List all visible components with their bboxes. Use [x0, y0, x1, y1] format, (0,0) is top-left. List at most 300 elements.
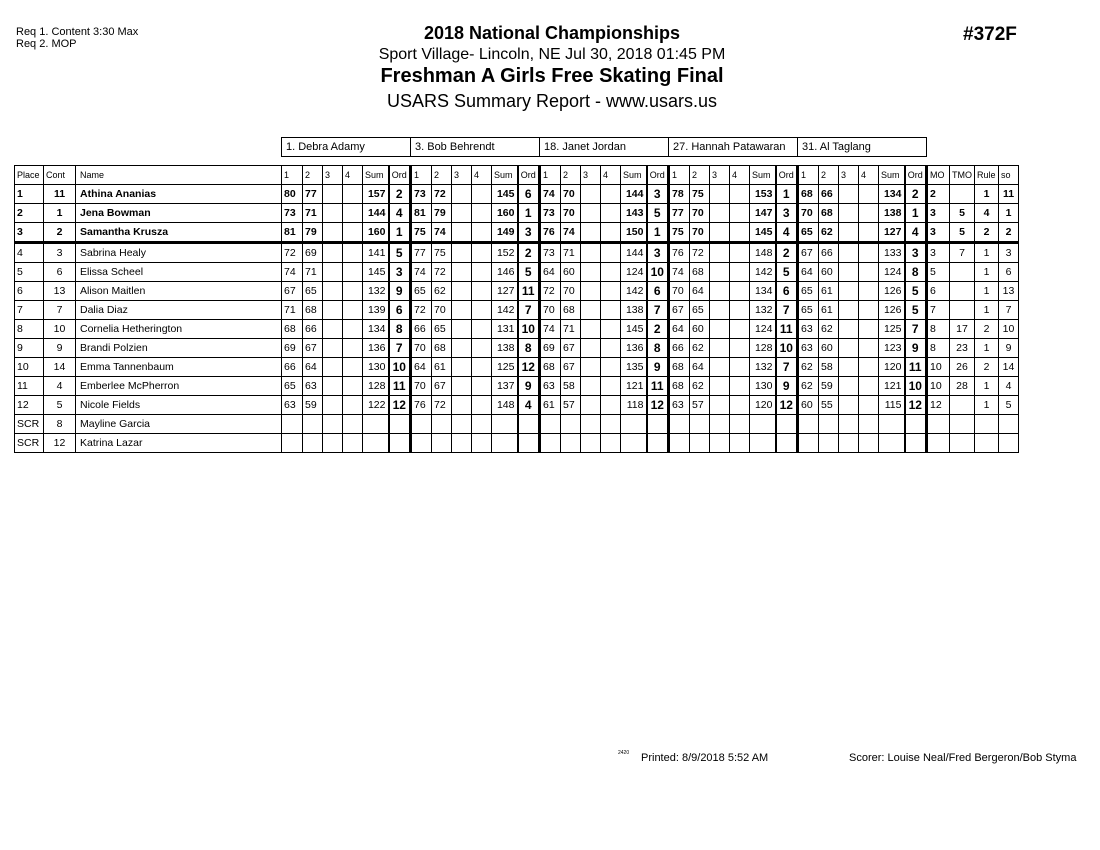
- judge-mark-cell: [859, 185, 879, 204]
- judge-ordinal-cell: [647, 415, 669, 434]
- so-cell: 10: [999, 320, 1019, 339]
- judge-mark-cell: 60: [561, 263, 581, 282]
- judge-mark-cell: [581, 204, 601, 223]
- judge-ordinal-cell: [905, 434, 927, 453]
- judge-mark-cell: 70: [540, 301, 561, 320]
- rule-cell: 1: [975, 263, 999, 282]
- col-judge-3-mark-3: 3: [581, 166, 601, 185]
- judge-mark-cell: 74: [669, 263, 690, 282]
- judge-mark-cell: [690, 415, 710, 434]
- judge-ordinal-cell: 10: [776, 339, 798, 358]
- mo-cell: 10: [927, 358, 950, 377]
- judge-mark-cell: [323, 223, 343, 243]
- judge-sum-cell: 141: [363, 243, 389, 263]
- judge-sum-cell: 134: [363, 320, 389, 339]
- judge-mark-cell: [452, 434, 472, 453]
- judge-sum-cell: 142: [621, 282, 647, 301]
- judge-mark-cell: [581, 185, 601, 204]
- judge-mark-cell: [343, 301, 363, 320]
- judge-sum-cell: 121: [879, 377, 905, 396]
- judge-mark-cell: 78: [669, 185, 690, 204]
- so-cell: 4: [999, 377, 1019, 396]
- judge-mark-cell: [730, 396, 750, 415]
- table-row: [15, 415, 1019, 434]
- judge-mark-cell: [343, 263, 363, 282]
- judge-mark-cell: [730, 204, 750, 223]
- judge-mark-cell: [859, 204, 879, 223]
- place-cell: 4: [15, 243, 44, 263]
- skater-name: Katrina Lazar: [76, 434, 282, 453]
- judge-ordinal-cell: 3: [647, 243, 669, 263]
- judge-sum-cell: [363, 434, 389, 453]
- so-cell: 6: [999, 263, 1019, 282]
- judge-mark-cell: [581, 377, 601, 396]
- judge-mark-cell: [839, 415, 859, 434]
- judge-mark-cell: [730, 377, 750, 396]
- judge-sum-cell: [363, 415, 389, 434]
- judge-sum-cell: [879, 415, 905, 434]
- judge-mark-cell: [601, 415, 621, 434]
- so-cell: 2: [999, 223, 1019, 243]
- cont-cell: 4: [44, 377, 76, 396]
- col-rule: Rule: [975, 166, 999, 185]
- judge-ordinal-cell: [389, 415, 411, 434]
- col-judge-3-mark-1: 1: [540, 166, 561, 185]
- tmo-cell: 5: [950, 204, 975, 223]
- judge-ordinal-cell: 12: [776, 396, 798, 415]
- judge-mark-cell: [323, 377, 343, 396]
- col-judge-5-ord: Ord: [905, 166, 927, 185]
- judge-mark-cell: [323, 204, 343, 223]
- judge-mark-cell: [839, 282, 859, 301]
- cont-cell: 12: [44, 434, 76, 453]
- col-judge-3-ord: Ord: [647, 166, 669, 185]
- place-cell: 11: [15, 377, 44, 396]
- judge-ordinal-cell: 7: [647, 301, 669, 320]
- judge-ordinal-cell: 11: [905, 358, 927, 377]
- judge-mark-cell: [472, 243, 492, 263]
- judge-mark-cell: [581, 243, 601, 263]
- tmo-cell: [950, 282, 975, 301]
- col-judge-1-mark-3: 3: [323, 166, 343, 185]
- judge-mark-cell: [859, 223, 879, 243]
- judge-mark-cell: 71: [303, 204, 323, 223]
- judge-mark-cell: [859, 243, 879, 263]
- judge-ordinal-cell: 4: [518, 396, 540, 415]
- judge-mark-cell: 63: [798, 320, 819, 339]
- col-judge-4-sum: Sum: [750, 166, 776, 185]
- rule-cell: 1: [975, 396, 999, 415]
- judge-mark-cell: 66: [669, 339, 690, 358]
- judge-mark-cell: [323, 434, 343, 453]
- judge-mark-cell: 79: [432, 204, 452, 223]
- judge-mark-cell: 65: [303, 282, 323, 301]
- judge-sum-cell: 157: [363, 185, 389, 204]
- cont-cell: 7: [44, 301, 76, 320]
- judge-mark-cell: 74: [411, 263, 432, 282]
- judge-sum-cell: 130: [750, 377, 776, 396]
- judge-ordinal-cell: 1: [518, 204, 540, 223]
- table-row: [15, 301, 1019, 320]
- rule-cell: 1: [975, 377, 999, 396]
- judge-1: 1. Debra Adamy: [282, 138, 411, 157]
- judge-mark-cell: [859, 263, 879, 282]
- so-cell: 11: [999, 185, 1019, 204]
- judge-mark-cell: 70: [690, 204, 710, 223]
- col-judge-4-mark-3: 3: [710, 166, 730, 185]
- rule-cell: [975, 434, 999, 453]
- judge-mark-cell: [601, 377, 621, 396]
- judge-mark-cell: [581, 358, 601, 377]
- judge-sum-cell: 123: [879, 339, 905, 358]
- so-cell: 1: [999, 204, 1019, 223]
- event-title: Freshman A Girls Free Skating Final: [380, 65, 724, 87]
- so-cell: 14: [999, 358, 1019, 377]
- judge-mark-cell: 65: [798, 282, 819, 301]
- judge-mark-cell: [730, 434, 750, 453]
- judge-mark-cell: [343, 339, 363, 358]
- col-judge-5-mark-4: 4: [859, 166, 879, 185]
- judge-mark-cell: [601, 434, 621, 453]
- judge-4: 27. Hannah Patawaran: [669, 138, 798, 157]
- judge-ordinal-cell: 12: [647, 396, 669, 415]
- judge-mark-cell: 62: [819, 223, 839, 243]
- judge-mark-cell: [581, 396, 601, 415]
- judge-mark-cell: [710, 185, 730, 204]
- judge-mark-cell: [601, 204, 621, 223]
- tmo-cell: 17: [950, 320, 975, 339]
- judge-mark-cell: [472, 320, 492, 339]
- judge-mark-cell: [452, 223, 472, 243]
- judge-mark-cell: 71: [303, 263, 323, 282]
- judge-mark-cell: 74: [540, 185, 561, 204]
- judge-sum-cell: [879, 434, 905, 453]
- judge-mark-cell: [730, 223, 750, 243]
- judge-sum-cell: 132: [750, 358, 776, 377]
- judge-sum-cell: 124: [621, 263, 647, 282]
- judge-mark-cell: [839, 396, 859, 415]
- judge-sum-cell: 127: [879, 223, 905, 243]
- col-judge-2-sum: Sum: [492, 166, 518, 185]
- so-cell: 5: [999, 396, 1019, 415]
- judge-mark-cell: 81: [411, 204, 432, 223]
- judge-ordinal-cell: 9: [647, 358, 669, 377]
- col-judge-2-mark-2: 2: [432, 166, 452, 185]
- col-judge-2-mark-4: 4: [472, 166, 492, 185]
- judge-mark-cell: [323, 282, 343, 301]
- judge-ordinal-cell: 10: [518, 320, 540, 339]
- judge-mark-cell: 81: [282, 223, 303, 243]
- judge-sum-cell: 128: [363, 377, 389, 396]
- judge-mark-cell: [710, 415, 730, 434]
- col-judge-4-mark-4: 4: [730, 166, 750, 185]
- judge-ordinal-cell: 3: [518, 223, 540, 243]
- judge-sum-cell: [621, 434, 647, 453]
- judge-ordinal-cell: 2: [647, 320, 669, 339]
- judge-sum-cell: 153: [750, 185, 776, 204]
- judge-ordinal-cell: 8: [389, 320, 411, 339]
- judge-mark-cell: [710, 223, 730, 243]
- judge-sum-cell: 127: [492, 282, 518, 301]
- judge-mark-cell: 72: [432, 396, 452, 415]
- judge-mark-cell: 72: [282, 243, 303, 263]
- judge-mark-cell: 65: [282, 377, 303, 396]
- judge-mark-cell: [839, 301, 859, 320]
- judge-sum-cell: 133: [879, 243, 905, 263]
- col-judge-5-sum: Sum: [879, 166, 905, 185]
- judge-mark-cell: [303, 434, 323, 453]
- judge-ordinal-cell: 5: [647, 204, 669, 223]
- judge-sum-cell: 132: [750, 301, 776, 320]
- judge-mark-cell: [839, 263, 859, 282]
- judge-mark-cell: [411, 415, 432, 434]
- location-date: Sport Village- Lincoln, NE Jul 30, 2018 01:45 PM: [378, 46, 726, 63]
- judge-mark-cell: 69: [303, 243, 323, 263]
- judge-mark-cell: 72: [540, 282, 561, 301]
- judge-mark-cell: [730, 282, 750, 301]
- judge-mark-cell: [710, 396, 730, 415]
- tmo-cell: 7: [950, 243, 975, 263]
- judge-mark-cell: 62: [432, 282, 452, 301]
- judge-mark-cell: 61: [432, 358, 452, 377]
- col-name: Name: [76, 166, 282, 185]
- judge-mark-cell: [343, 185, 363, 204]
- judge-mark-cell: 72: [432, 185, 452, 204]
- judge-mark-cell: [282, 415, 303, 434]
- judge-mark-cell: [452, 301, 472, 320]
- mo-cell: 12: [927, 396, 950, 415]
- judge-mark-cell: 71: [561, 243, 581, 263]
- judge-mark-cell: [323, 243, 343, 263]
- judge-sum-cell: 138: [621, 301, 647, 320]
- judge-mark-cell: 72: [690, 243, 710, 263]
- judge-ordinal-cell: 12: [389, 396, 411, 415]
- judge-mark-cell: 61: [819, 282, 839, 301]
- judge-mark-cell: 68: [798, 185, 819, 204]
- judge-mark-cell: 75: [411, 223, 432, 243]
- judge-ordinal-cell: 1: [647, 223, 669, 243]
- judge-mark-cell: 73: [411, 185, 432, 204]
- so-cell: 3: [999, 243, 1019, 263]
- version-number: 2420: [618, 750, 630, 756]
- judge-mark-cell: [561, 415, 581, 434]
- judge-mark-cell: 62: [690, 377, 710, 396]
- judge-sum-cell: 130: [363, 358, 389, 377]
- judge-sum-cell: 124: [750, 320, 776, 339]
- judge-ordinal-cell: [905, 415, 927, 434]
- col-place: Place: [15, 166, 44, 185]
- judge-mark-cell: [343, 434, 363, 453]
- judge-mark-cell: [323, 185, 343, 204]
- judge-sum-cell: [750, 415, 776, 434]
- judge-mark-cell: 62: [819, 320, 839, 339]
- col-judge-2-ord: Ord: [518, 166, 540, 185]
- judge-mark-cell: 64: [411, 358, 432, 377]
- judge-mark-cell: [452, 415, 472, 434]
- judge-mark-cell: 64: [690, 358, 710, 377]
- judge-mark-cell: 58: [819, 358, 839, 377]
- mo-cell: 10: [927, 377, 950, 396]
- judge-sum-cell: 126: [879, 301, 905, 320]
- col-judge-5-mark-3: 3: [839, 166, 859, 185]
- judge-mark-cell: [730, 339, 750, 358]
- tmo-cell: [950, 434, 975, 453]
- judge-sum-cell: 121: [621, 377, 647, 396]
- judge-mark-cell: [540, 434, 561, 453]
- judge-mark-cell: [581, 282, 601, 301]
- judge-mark-cell: 77: [411, 243, 432, 263]
- col-judge-2-mark-3: 3: [452, 166, 472, 185]
- judge-mark-cell: 63: [303, 377, 323, 396]
- judge-ordinal-cell: 4: [389, 204, 411, 223]
- judge-mark-cell: [432, 415, 452, 434]
- judge-sum-cell: 139: [363, 301, 389, 320]
- judge-ordinal-cell: [389, 434, 411, 453]
- judge-mark-cell: 70: [411, 377, 432, 396]
- judge-mark-cell: 75: [690, 185, 710, 204]
- cont-cell: 3: [44, 243, 76, 263]
- judge-mark-cell: 74: [540, 320, 561, 339]
- cont-cell: 10: [44, 320, 76, 339]
- judge-mark-cell: 68: [432, 339, 452, 358]
- judge-ordinal-cell: [518, 434, 540, 453]
- report-title: USARS Summary Report - www.usars.us: [386, 91, 718, 111]
- judge-sum-cell: 138: [492, 339, 518, 358]
- judge-mark-cell: [710, 377, 730, 396]
- mo-cell: 8: [927, 339, 950, 358]
- table-row: [15, 263, 1019, 282]
- event-number: #372F: [963, 24, 1017, 45]
- judge-ordinal-cell: 6: [389, 301, 411, 320]
- judge-mark-cell: [730, 358, 750, 377]
- judge-mark-cell: [839, 434, 859, 453]
- judge-mark-cell: [859, 434, 879, 453]
- judge-ordinal-cell: [776, 415, 798, 434]
- judge-mark-cell: 66: [282, 358, 303, 377]
- skater-name: Athina Ananias: [76, 185, 282, 204]
- judge-ordinal-cell: 9: [518, 377, 540, 396]
- judge-mark-cell: [710, 301, 730, 320]
- judge-mark-cell: 75: [432, 243, 452, 263]
- judge-ordinal-cell: 8: [905, 263, 927, 282]
- judge-mark-cell: 66: [411, 320, 432, 339]
- judge-mark-cell: [601, 223, 621, 243]
- judge-ordinal-cell: 10: [905, 377, 927, 396]
- judge-mark-cell: 76: [411, 396, 432, 415]
- judge-mark-cell: [452, 282, 472, 301]
- judge-mark-cell: 65: [798, 223, 819, 243]
- col-judge-5-mark-2: 2: [819, 166, 839, 185]
- judge-ordinal-cell: 2: [905, 185, 927, 204]
- rule-cell: 1: [975, 185, 999, 204]
- judge-mark-cell: 68: [819, 204, 839, 223]
- judge-mark-cell: 60: [819, 339, 839, 358]
- table-row: [15, 320, 1019, 339]
- skater-name: Alison Maitlen: [76, 282, 282, 301]
- cont-cell: 14: [44, 358, 76, 377]
- place-cell: 12: [15, 396, 44, 415]
- judge-mark-cell: 61: [819, 301, 839, 320]
- judge-mark-cell: [690, 434, 710, 453]
- judge-mark-cell: 76: [540, 223, 561, 243]
- judge-sum-cell: 152: [492, 243, 518, 263]
- judge-mark-cell: [472, 396, 492, 415]
- judge-ordinal-cell: 1: [776, 185, 798, 204]
- table-row: [15, 396, 1019, 415]
- judge-sum-cell: 145: [750, 223, 776, 243]
- skater-name: Samantha Krusza: [76, 223, 282, 243]
- cont-cell: 11: [44, 185, 76, 204]
- judge-ordinal-cell: 6: [518, 185, 540, 204]
- judge-mark-cell: [323, 263, 343, 282]
- judge-sum-cell: [492, 434, 518, 453]
- judge-ordinal-cell: 7: [776, 301, 798, 320]
- judge-mark-cell: [343, 223, 363, 243]
- judge-mark-cell: [452, 339, 472, 358]
- judge-ordinal-cell: 5: [905, 301, 927, 320]
- place-cell: 1: [15, 185, 44, 204]
- place-cell: SCR: [15, 415, 44, 434]
- judge-mark-cell: 64: [540, 263, 561, 282]
- judge-sum-cell: 160: [363, 223, 389, 243]
- cont-cell: 13: [44, 282, 76, 301]
- col-judge-4-mark-2: 2: [690, 166, 710, 185]
- skater-name: Cornelia Hetherington: [76, 320, 282, 339]
- so-cell: 9: [999, 339, 1019, 358]
- judge-ordinal-cell: 12: [905, 396, 927, 415]
- judge-mark-cell: [839, 223, 859, 243]
- judge-mark-cell: [710, 243, 730, 263]
- judge-mark-cell: [323, 358, 343, 377]
- judge-sum-cell: 134: [750, 282, 776, 301]
- table-row: [15, 185, 1019, 204]
- judge-ordinal-cell: 5: [389, 243, 411, 263]
- judge-mark-cell: 73: [540, 204, 561, 223]
- judge-ordinal-cell: 1: [905, 204, 927, 223]
- cont-cell: 8: [44, 415, 76, 434]
- judge-2: 3. Bob Behrendt: [411, 138, 540, 157]
- mo-cell: 5: [927, 263, 950, 282]
- judge-sum-cell: [750, 434, 776, 453]
- mo-cell: 6: [927, 282, 950, 301]
- tmo-cell: 28: [950, 377, 975, 396]
- judge-mark-cell: 74: [282, 263, 303, 282]
- judge-mark-cell: 63: [669, 396, 690, 415]
- judge-mark-cell: 63: [798, 339, 819, 358]
- printed-timestamp: Printed: 8/9/2018 5:52 AM: [641, 752, 769, 764]
- judge-sum-cell: 146: [492, 263, 518, 282]
- skater-name: Mayline Garcia: [76, 415, 282, 434]
- judge-mark-cell: [839, 339, 859, 358]
- judge-mark-cell: [710, 204, 730, 223]
- judge-ordinal-cell: 11: [647, 377, 669, 396]
- judge-mark-cell: [472, 434, 492, 453]
- judge-mark-cell: [452, 358, 472, 377]
- results-table: [14, 137, 1019, 453]
- judge-mark-cell: [798, 415, 819, 434]
- judge-mark-cell: 67: [561, 339, 581, 358]
- judge-sum-cell: 145: [492, 185, 518, 204]
- table-row: [15, 377, 1019, 396]
- judge-mark-cell: 70: [561, 185, 581, 204]
- judge-mark-cell: [472, 282, 492, 301]
- judge-ordinal-cell: 5: [518, 263, 540, 282]
- judge-sum-cell: 126: [879, 282, 905, 301]
- judge-mark-cell: [839, 377, 859, 396]
- judge-sum-cell: 144: [363, 204, 389, 223]
- judge-mark-cell: [859, 320, 879, 339]
- judge-mark-cell: 57: [690, 396, 710, 415]
